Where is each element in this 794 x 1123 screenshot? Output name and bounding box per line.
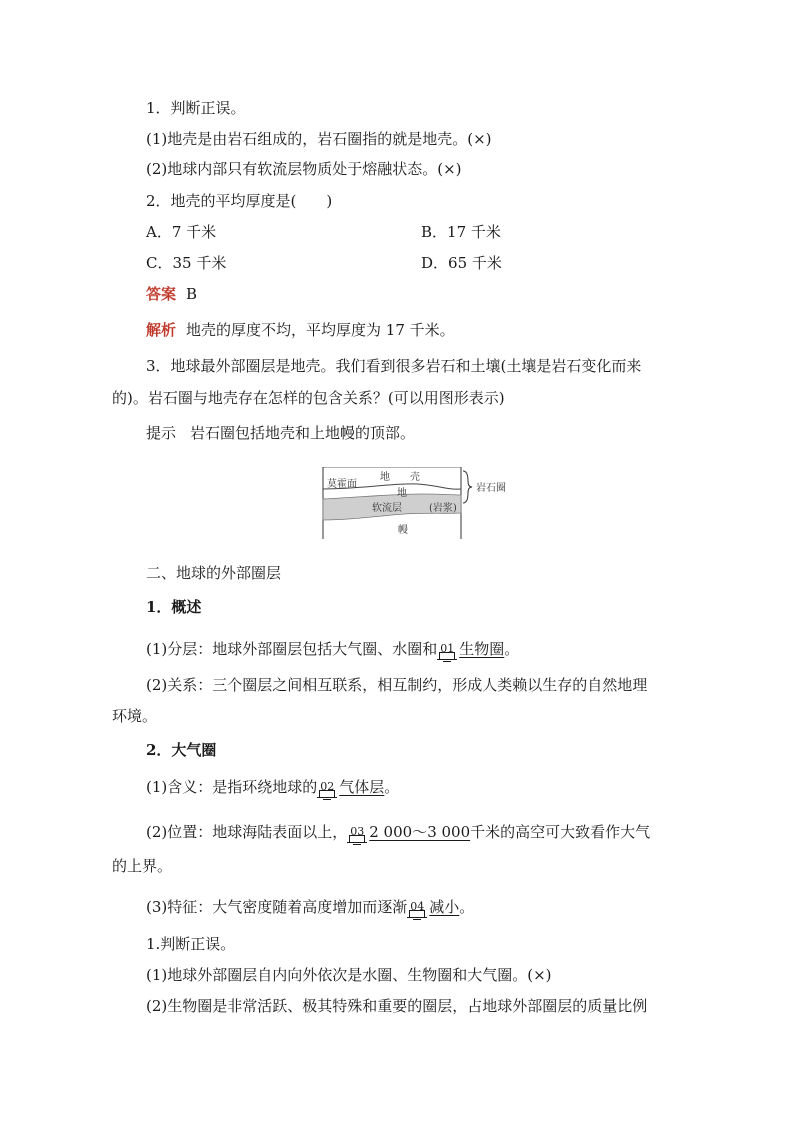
q2-option-d: D．65 千米 <box>421 254 502 272</box>
section2-2-item-2 <box>146 822 650 843</box>
section2-heading: 二、地球的外部圈层 <box>146 564 282 582</box>
text-segment: (2)位置：地球海陆表面以上， <box>146 823 348 841</box>
fill-blank-04 <box>407 897 459 918</box>
label-mantle-lower: 幔 <box>398 525 408 536</box>
section2-1-item-2-line-2: 环境。 <box>112 707 158 725</box>
q1-item-1: (1)地壳是由岩石组成的，岩石圈指的就是地壳。(×) <box>146 130 492 148</box>
label-mantle-upper: 地 <box>397 488 407 499</box>
blank-answer: 减小 <box>429 898 460 916</box>
text-segment: 。 <box>384 778 400 796</box>
q3-hint <box>146 423 415 443</box>
section2-2-item-3 <box>146 897 474 918</box>
text-segment: 。 <box>459 898 475 916</box>
hint-text: 岩石圈包括地壳和上地幔的顶部。 <box>190 424 416 442</box>
section2-2-item-2-line-2: 的上界。 <box>112 857 173 875</box>
q2-analysis <box>146 320 455 340</box>
answer-tag: 答案 <box>146 285 177 303</box>
q2-option-b: B．17 千米 <box>421 223 501 241</box>
label-magma: (岩浆) <box>429 503 457 514</box>
blank-number: 04 <box>407 901 427 918</box>
section2-2-item-1 <box>146 777 399 798</box>
text-segment: (1)含义：是指环绕地球的 <box>146 778 318 796</box>
q4-title: 1.判断正误。 <box>146 935 236 953</box>
q1-item-2: (2)地球内部只有软流层物质处于熔融状态。(×) <box>146 160 462 178</box>
q2-title: 2．地壳的平均厚度是( ) <box>146 192 333 210</box>
fill-blank-01 <box>437 639 504 660</box>
label-asthenosphere: 软流层 <box>372 503 402 514</box>
q3-line-1: 3．地球最外部圈层是地壳。我们看到很多岩石和土壤(土壤是岩石变化而来 <box>146 357 642 375</box>
q2-answer <box>146 284 197 304</box>
label-crust: 地 壳 <box>380 472 420 483</box>
blank-answer: 气体层 <box>339 778 385 796</box>
blank-mark <box>353 844 361 845</box>
blank-number: 01 <box>437 643 457 660</box>
fill-blank-02 <box>317 777 384 798</box>
fill-blank-03 <box>347 822 470 843</box>
analysis-tag: 解析 <box>146 321 177 339</box>
q3-line-2: 的)。岩石圈与地壳存在怎样的包含关系？(可以用图形表示) <box>112 389 505 407</box>
blank-mark <box>323 799 331 800</box>
section2-1-title: 1．概述 <box>146 598 202 616</box>
blank-answer: 生物圈 <box>459 640 505 658</box>
blank-number: 02 <box>317 781 337 798</box>
section2-2-title: 2．大气圈 <box>146 741 217 759</box>
answer-value: B <box>186 285 198 303</box>
label-moho: 莫霍面 <box>327 479 357 490</box>
blank-mark <box>413 919 421 920</box>
q4-item-1: (1)地球外部圈层自内向外依次是水圈、生物圈和大气圈。(×) <box>146 966 552 984</box>
text-segment: (3)特征：大气密度随着高度增加而逐渐 <box>146 898 408 916</box>
q2-option-c: C．35 千米 <box>146 254 227 272</box>
lithosphere-brace <box>463 471 472 503</box>
analysis-text: 地壳的厚度不均，平均厚度为 17 千米。 <box>186 321 455 339</box>
text-segment: (1)分层：地球外部圈层包括大气圈、水圈和 <box>146 640 438 658</box>
q2-option-a: A．7 千米 <box>146 223 217 241</box>
label-lithosphere: 岩石圈 <box>476 483 506 494</box>
lithosphere-diagram <box>322 467 522 539</box>
blank-number: 03 <box>347 826 367 843</box>
blank-mark <box>443 661 451 662</box>
hint-tag: 提示 <box>146 424 177 442</box>
q1-title: 1．判断正误。 <box>146 99 246 117</box>
text-segment: 千米的高空可大致看作大气 <box>470 823 651 841</box>
blank-answer: 2 000～3 000 <box>369 823 471 841</box>
text-segment: 。 <box>504 640 520 658</box>
q4-item-2: (2)生物圈是非常活跃、极其特殊和重要的圈层，占地球外部圈层的质量比例 <box>146 997 648 1015</box>
section2-1-item-2-line-1: (2)关系：三个圈层之间相互联系，相互制约，形成人类赖以生存的自然地理 <box>146 676 648 694</box>
section2-1-item-1 <box>146 639 519 660</box>
